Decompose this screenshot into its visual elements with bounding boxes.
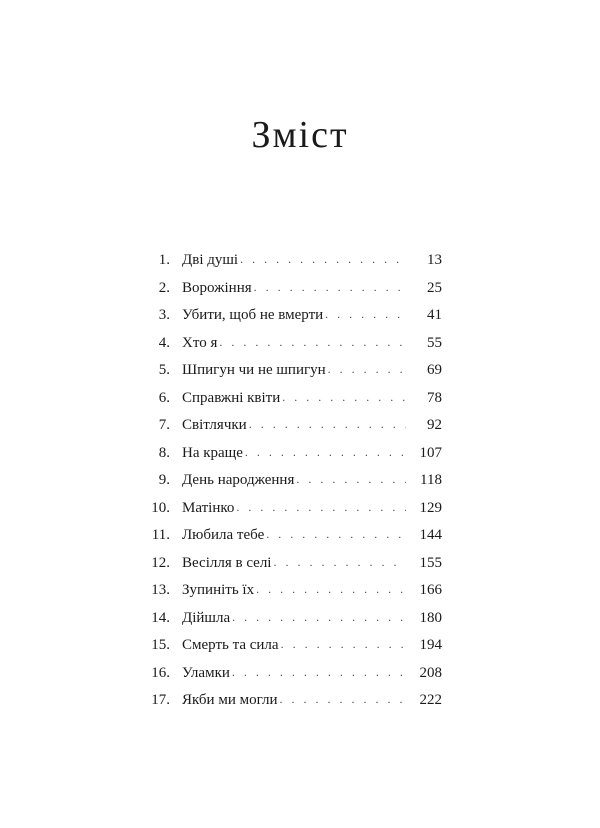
toc-entry-number: 11. <box>151 527 170 543</box>
toc-entry[interactable] <box>136 252 442 280</box>
toc-entry-page: 194 <box>419 637 442 653</box>
toc-dot-leader <box>281 637 406 652</box>
toc-entry[interactable] <box>136 445 442 473</box>
toc-entry-page: 13 <box>427 252 442 268</box>
toc-entry-page: 107 <box>419 444 442 461</box>
toc-entry-number: 9. <box>158 472 170 488</box>
toc-entry-page: 92 <box>427 417 442 433</box>
toc-entry-number: 12. <box>151 554 170 571</box>
toc-entry-number: 16. <box>151 664 170 681</box>
toc-entry-title: Убити, щоб не вмерти <box>182 307 324 323</box>
toc-entry-title: Дві душі <box>182 252 239 268</box>
toc-entry-page: 144 <box>419 527 442 543</box>
toc-entry-title: Смерть та сила <box>182 637 279 653</box>
toc-entry-number: 14. <box>151 609 170 626</box>
toc-entry[interactable] <box>136 527 442 555</box>
toc-entry-page: 222 <box>419 692 442 708</box>
toc-dot-leader <box>232 610 406 625</box>
toc-entry-page: 180 <box>419 609 442 626</box>
toc-entry-page: 78 <box>427 389 442 406</box>
toc-entry[interactable] <box>136 280 442 308</box>
toc-entry-title: Весілля в селі <box>182 554 272 571</box>
page-title: Зміст <box>251 114 349 157</box>
toc-dot-leader <box>219 335 406 350</box>
toc-entry-title: Уламки <box>182 664 230 681</box>
toc-entry-title: Якби ми могли <box>182 692 278 708</box>
toc-dot-leader <box>280 692 407 707</box>
toc-entry[interactable] <box>136 610 442 638</box>
toc-entry-title: Матінко <box>182 499 235 516</box>
toc-entry[interactable] <box>136 390 442 418</box>
toc-dot-leader <box>296 472 406 487</box>
toc-entry[interactable] <box>136 555 442 583</box>
toc-dot-leader <box>273 555 406 570</box>
toc-entry[interactable] <box>136 692 442 720</box>
toc-entry-page: 129 <box>419 499 442 516</box>
toc-entry-number: 15. <box>151 637 170 653</box>
toc-entry-page: 118 <box>420 472 442 488</box>
toc-entry-page: 41 <box>427 307 442 323</box>
toc-entry-title: Справжні квіти <box>182 389 281 406</box>
toc-dot-leader <box>256 582 406 597</box>
toc-entry-number: 5. <box>158 362 170 378</box>
toc-dot-leader <box>328 362 406 377</box>
toc-entry-number: 8. <box>158 444 170 461</box>
toc-entry-title: На краще <box>182 444 243 461</box>
toc-dot-leader <box>254 280 406 295</box>
toc-entry-page: 166 <box>419 582 442 598</box>
toc-entry-title: Любила тебе <box>182 527 265 543</box>
toc-dot-leader <box>249 417 406 432</box>
toc-entry[interactable] <box>136 362 442 390</box>
toc-entry-number: 2. <box>158 279 170 296</box>
toc-dot-leader <box>325 307 406 322</box>
toc-entry-number: 17. <box>151 692 170 708</box>
toc-entry[interactable] <box>136 500 442 528</box>
toc-entry-title: Ворожіння <box>182 279 252 296</box>
toc-dot-leader <box>266 527 406 542</box>
toc-entry[interactable] <box>136 472 442 500</box>
toc-entry-number: 13. <box>151 582 170 598</box>
toc-entry-title: Дійшла <box>182 609 231 626</box>
table-of-contents <box>136 252 442 720</box>
toc-entry-title: Світлячки <box>182 417 247 433</box>
toc-entry-page: 155 <box>419 554 442 571</box>
toc-entry-title: Хто я <box>182 334 218 351</box>
toc-entry-page: 69 <box>427 362 442 378</box>
toc-entry-number: 10. <box>151 499 170 516</box>
toc-dot-leader <box>232 665 406 680</box>
toc-entry-title: Шпигун чи не шпигун <box>182 362 326 378</box>
toc-dot-leader <box>282 390 406 405</box>
toc-dot-leader <box>245 445 406 460</box>
toc-entry-number: 1. <box>158 252 170 268</box>
toc-entry-page: 55 <box>427 334 442 351</box>
toc-entry-number: 7. <box>158 417 170 433</box>
toc-entry-page: 208 <box>419 664 442 681</box>
toc-entry[interactable] <box>136 417 442 445</box>
toc-entry-title: Зупиніть їх <box>182 582 255 598</box>
toc-entry[interactable] <box>136 335 442 363</box>
toc-entry-title: День народження <box>182 472 295 488</box>
toc-entry[interactable] <box>136 307 442 335</box>
toc-entry-number: 6. <box>158 389 170 406</box>
toc-entry-number: 4. <box>158 334 170 351</box>
toc-entry[interactable] <box>136 582 442 610</box>
toc-dot-leader <box>240 252 406 267</box>
toc-entry[interactable] <box>136 637 442 665</box>
toc-dot-leader <box>236 500 406 515</box>
toc-entry-page: 25 <box>427 279 442 296</box>
toc-entry-number: 3. <box>158 307 170 323</box>
toc-entry[interactable] <box>136 665 442 693</box>
